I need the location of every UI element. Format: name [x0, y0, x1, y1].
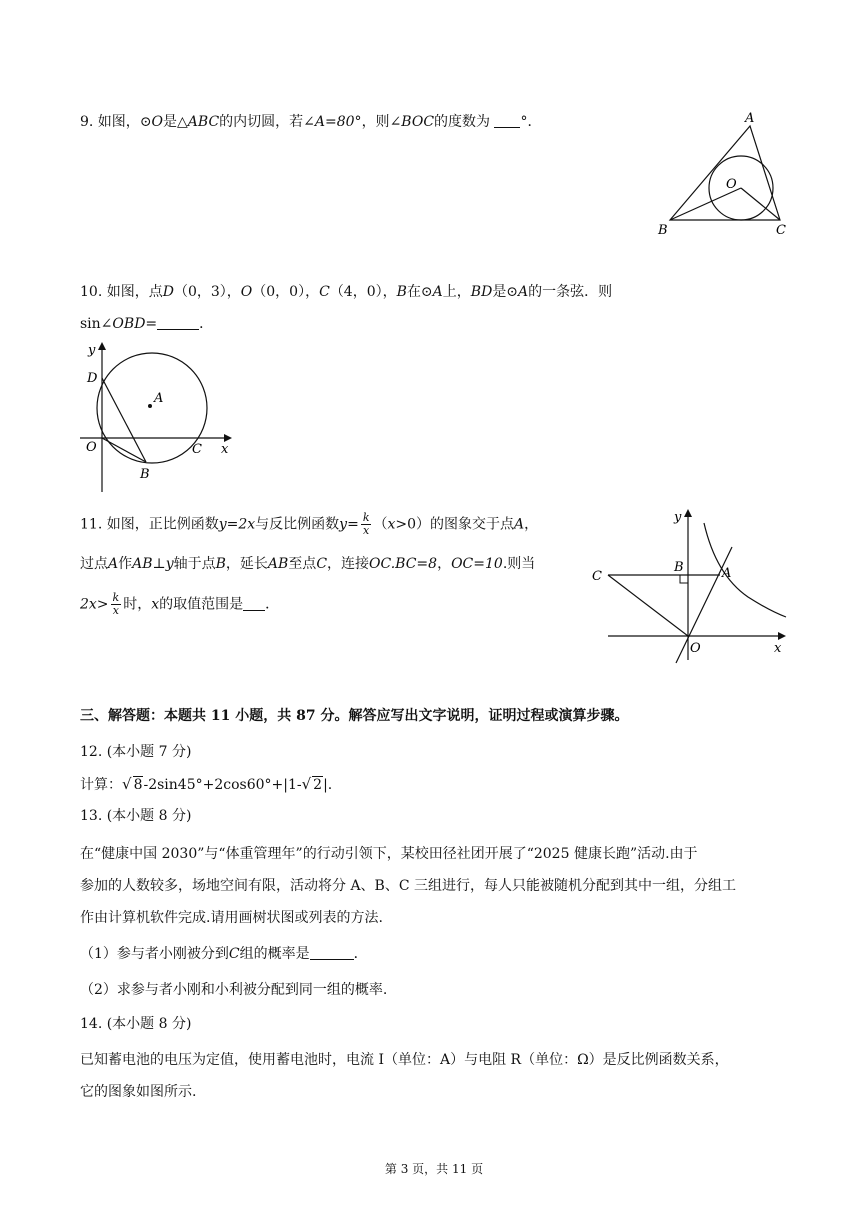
q9-text: 9. 如图，⊙O是△ABC的内切圆，若∠A=80°，则∠BOC的度数为 °．	[80, 114, 542, 130]
label-c: C	[592, 569, 602, 584]
segment-co	[608, 575, 688, 636]
q14-para1: 已知蓄电池的电压为定值，使用蓄电池时，电流 I（单位：A）与电阻 R（单位：Ω）是反比例函数关系，	[80, 1052, 729, 1068]
q13-para1: 在“健康中国 2030”与“体重管理年”的行动引领下，某校田径社团开展了“2025 健康长跑”活动.由于	[80, 846, 698, 862]
y-arrow	[98, 342, 106, 350]
q13-sub2: （2）求参与者小刚和小利被分配到同一组的概率.	[80, 982, 388, 998]
center-dot	[148, 404, 152, 408]
q13-sub1: （1）参与者小刚被分到C组的概率是 ．	[80, 946, 368, 962]
answer-blank[interactable]	[310, 945, 354, 960]
label-b: B	[658, 223, 668, 238]
q12-head: 12. (本小题 7 分)	[80, 744, 192, 760]
fraction-k-over-x: $\frac{k}{x}$	[362, 511, 370, 537]
x-arrow	[778, 632, 786, 640]
x-arrow	[224, 434, 232, 442]
label-b: B	[674, 560, 684, 575]
page-footer: 第 3 页，共 11 页	[384, 1162, 484, 1176]
label-a: A	[745, 111, 755, 126]
q10-line2: sin∠OBD= ．	[80, 316, 214, 332]
section-title: 三、解答题：本题共 11 小题，共 87 分。解答应写出文字说明，证明过程或演算步骤。	[80, 708, 629, 724]
q10-line1: 10. 如图，点D（0，3），O（0，0），C（4，0），B在⊙A上，BD是⊙A的一条弦．则	[80, 284, 613, 300]
q14-head: 14. (本小题 8 分)	[80, 1016, 192, 1032]
q12-expression: 计算：√ 8-2sin45°+2cos60°+|1-√ 2|.	[80, 775, 333, 793]
label-o: O	[690, 641, 701, 656]
line-y-2x	[676, 547, 732, 663]
label-c: C	[776, 223, 786, 238]
label-o: O	[86, 440, 97, 455]
label-x: x	[221, 442, 229, 457]
q11-line3: 2x> $\frac{k}{x}$ 时，x的取值范围是 ．	[80, 591, 280, 617]
label-d: D	[87, 371, 98, 386]
q9-figure	[650, 110, 800, 240]
q11-line2: 过点A作AB⊥y轴于点B，延长AB至点C，连接OC.BC=8，OC=10.则当	[80, 556, 536, 572]
y-arrow	[684, 509, 692, 517]
q13-para2: 参加的人数较多，场地空间有限，活动将分 A、B、C 三组进行，每人只能被随机分配到其中一组，分组工	[80, 878, 737, 894]
label-o: O	[726, 177, 737, 192]
fraction-k-over-x: $\frac{k}{x}$	[112, 591, 120, 617]
q14-para2: 它的图象如图所示.	[80, 1084, 197, 1100]
q11-figure	[588, 505, 798, 665]
label-y: y	[674, 510, 682, 525]
q11-line1: 11. 如图，正比例函数y=2x与反比例函数y= $\frac{k}{x}$ （x>0）的图象交于点A，	[80, 511, 539, 537]
label-a: A	[154, 391, 164, 406]
label-c: C	[192, 442, 202, 457]
label-y: y	[88, 343, 96, 358]
q10-figure	[78, 338, 238, 498]
q13-para3: 作由计算机软件完成.请用画树状图或列表的方法.	[80, 910, 383, 926]
answer-blank[interactable]	[157, 315, 199, 330]
q13-head: 13. (本小题 8 分)	[80, 808, 192, 824]
answer-blank[interactable]	[243, 596, 265, 611]
answer-blank[interactable]	[494, 113, 520, 128]
label-x: x	[774, 641, 782, 656]
label-b: B	[140, 467, 150, 482]
right-angle-mark	[680, 575, 688, 583]
label-a: A	[722, 566, 732, 581]
circle-a	[97, 353, 207, 463]
segment-co	[741, 188, 780, 220]
segment-bo	[670, 188, 741, 220]
hyperbola	[704, 523, 786, 617]
